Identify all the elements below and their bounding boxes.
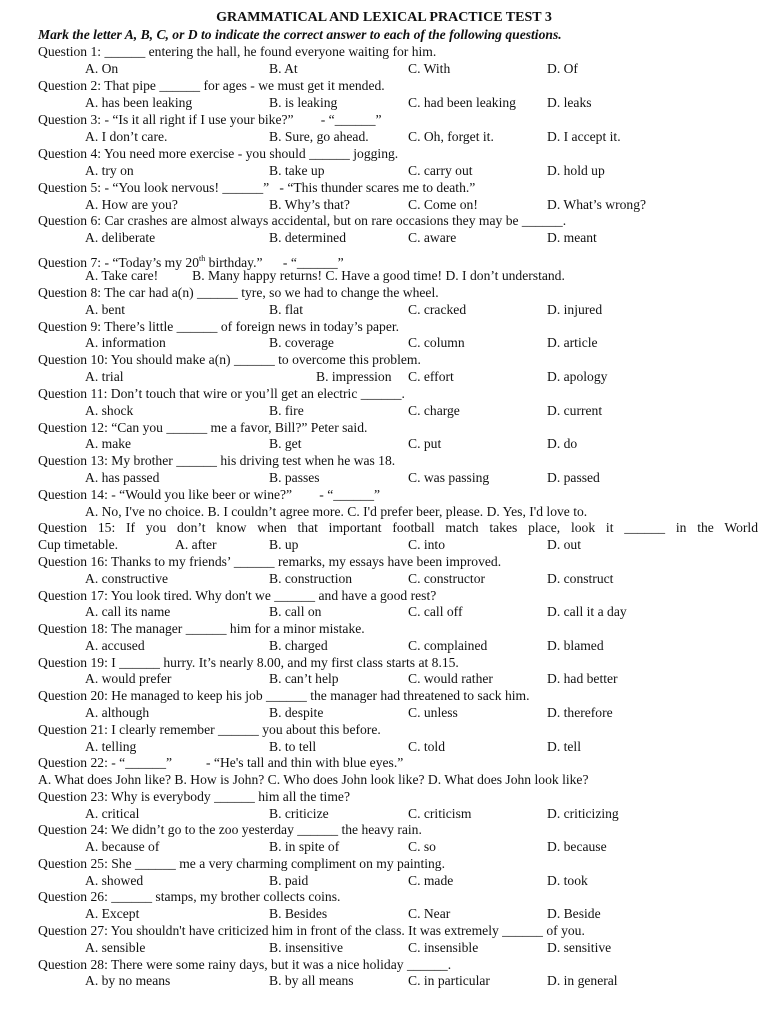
option-c: C. put [408, 436, 442, 451]
option-b: B. in spite of [269, 839, 340, 854]
option-d: D. What’s wrong? [547, 197, 647, 212]
option-a: A. accused [85, 638, 145, 653]
option-d: D. Beside [547, 906, 601, 921]
option-a: A. would prefer [85, 671, 172, 686]
option-c: C. call off [408, 604, 463, 619]
option-c: C. Oh, forget it. [408, 129, 494, 144]
option-a: A. Except [85, 906, 140, 921]
question-3: Question 3: - “Is it all right if I use your bike?” - “______” [38, 112, 382, 127]
question-21: Question 21: I clearly remember ______ you about this before. [38, 722, 381, 737]
instructions: Mark the letter A, B, C, or D to indicate the correct answer to each of the following questions. [38, 27, 562, 42]
question-7-text-end: birthday.” - “______” [205, 255, 344, 270]
options-line: A. Take care! B. Many happy returns! C. Have a good time! D. I don’t understand. [85, 268, 565, 283]
question-12: Question 12: “Can you ______ me a favor, Bill?” Peter said. [38, 420, 368, 435]
option-a: A. has passed [85, 470, 160, 485]
option-d: D. construct [547, 571, 614, 586]
option-a: A. call its name [85, 604, 171, 619]
option-d: D. therefore [547, 705, 613, 720]
option-a: A. by no means [85, 973, 171, 988]
question-2: Question 2: That pipe ______ for ages - we must get it mended. [38, 78, 385, 93]
option-b: B. up [269, 537, 299, 552]
option-d: D. call it a day [547, 604, 627, 619]
option-d: D. took [547, 873, 588, 888]
option-d: D. I accept it. [547, 129, 621, 144]
page-title: GRAMMATICAL AND LEXICAL PRACTICE TEST 3 [216, 10, 552, 25]
option-c: C. Near [408, 906, 451, 921]
option-c: C. effort [408, 369, 454, 384]
option-d: D. sensitive [547, 940, 612, 955]
question-11: Question 11: Don’t touch that wire or you’ll get an electric ______. [38, 386, 405, 401]
option-a: A. telling [85, 739, 137, 754]
question-20: Question 20: He managed to keep his job ______ the manager had threatened to sack him. [38, 688, 530, 703]
option-b: B. fire [269, 403, 304, 418]
option-a: A. I don’t care. [85, 129, 168, 144]
question-24: Question 24: We didn’t go to the zoo yesterday ______ the heavy rain. [38, 822, 422, 837]
option-b: B. impression [316, 369, 392, 384]
option-a: A. try on [85, 163, 134, 178]
option-c: C. complained [408, 638, 488, 653]
option-b: B. criticize [269, 806, 329, 821]
option-b: B. insensitive [269, 940, 344, 955]
option-d: D. current [547, 403, 603, 418]
question-7-text: Question 7: - “Today’s my 20 [38, 255, 200, 270]
option-d: D. leaks [547, 95, 592, 110]
option-d: D. do [547, 436, 578, 451]
question-15: Question 15: If you don’t know when that important football match takes place, look it ______ in the World [38, 520, 758, 535]
option-a: A. deliberate [85, 230, 156, 245]
option-b: B. construction [269, 571, 353, 586]
option-c: C. into [408, 537, 446, 552]
question-19: Question 19: I ______ hurry. It’s nearly 8.00, and my first class starts at 8.15. [38, 655, 459, 670]
option-c: C. With [408, 61, 451, 76]
option-d: D. passed [547, 470, 600, 485]
option-b: B. Why’s that? [269, 197, 350, 212]
option-b: B. despite [269, 705, 324, 720]
option-b: B. take up [269, 163, 325, 178]
options-line: A. What does John like? B. How is John? C. Who does John look like? D. What does John look like? [38, 772, 589, 787]
option-b: B. coverage [269, 335, 334, 350]
option-d: D. article [547, 335, 598, 350]
option-b: B. get [269, 436, 302, 451]
option-d: D. out [547, 537, 581, 552]
question-28: Question 28: There were some rainy days, but it was a nice holiday ______. [38, 957, 452, 972]
option-a: A. showed [85, 873, 144, 888]
ordinal-suffix: th [199, 254, 206, 263]
question-5: Question 5: - “You look nervous! ______” - “This thunder scares me to death.” [38, 180, 476, 195]
option-b: B. can’t help [269, 671, 339, 686]
option-b: B. Besides [269, 906, 328, 921]
option-d: D. meant [547, 230, 597, 245]
option-c: C. aware [408, 230, 457, 245]
option-b: B. charged [269, 638, 328, 653]
option-d: D. because [547, 839, 607, 854]
option-c: C. cracked [408, 302, 467, 317]
question-13: Question 13: My brother ______ his driving test when he was 18. [38, 453, 396, 468]
option-c: C. so [408, 839, 436, 854]
option-b: B. is leaking [269, 95, 338, 110]
option-c: C. told [408, 739, 446, 754]
option-a: A. constructive [85, 571, 169, 586]
option-a: A. has been leaking [85, 95, 193, 110]
option-d: D. tell [547, 739, 581, 754]
option-a: A. shock [85, 403, 134, 418]
option-d: D. apology [547, 369, 608, 384]
option-d: D. injured [547, 302, 603, 317]
option-a: A. critical [85, 806, 140, 821]
option-c: C. had been leaking [408, 95, 516, 110]
option-a: A. How are you? [85, 197, 178, 212]
option-a: A. because of [85, 839, 160, 854]
option-b: B. Sure, go ahead. [269, 129, 369, 144]
option-a: A. bent [85, 302, 126, 317]
option-a: A. sensible [85, 940, 146, 955]
options-line: A. No, I've no choice. B. I couldn’t agree more. C. I'd prefer beer, please. D. Yes, I'd love to. [85, 504, 588, 519]
option-b: B. call on [269, 604, 322, 619]
option-c: C. constructor [408, 571, 486, 586]
option-d: D. blamed [547, 638, 604, 653]
option-a: A. trial [85, 369, 124, 384]
question-17: Question 17: You look tired. Why don't we ______ and have a good rest? [38, 588, 437, 603]
option-b: B. by all means [269, 973, 354, 988]
option-c: C. column [408, 335, 465, 350]
option-b: B. to tell [269, 739, 317, 754]
question-25: Question 25: She ______ me a very charming compliment on my painting. [38, 856, 445, 871]
question-18: Question 18: The manager ______ him for a minor mistake. [38, 621, 365, 636]
option-c: C. carry out [408, 163, 473, 178]
option-b: B. paid [269, 873, 309, 888]
question-14: Question 14: - “Would you like beer or wine?” - “______” [38, 487, 381, 502]
option-c: C. insensible [408, 940, 479, 955]
option-a: A. information [85, 335, 166, 350]
option-b: B. passes [269, 470, 320, 485]
option-a: A. make [85, 436, 132, 451]
question-16: Question 16: Thanks to my friends’ ______ remarks, my essays have been improved. [38, 554, 502, 569]
option-c: C. charge [408, 403, 460, 418]
option-c: C. unless [408, 705, 458, 720]
question-22: Question 22: - “______” - “He's tall and thin with blue eyes.” [38, 755, 404, 770]
question-1: Question 1: ______ entering the hall, he found everyone waiting for him. [38, 44, 437, 59]
option-d: D. had better [547, 671, 618, 686]
option-c: C. made [408, 873, 454, 888]
option-c: C. criticism [408, 806, 472, 821]
question-23: Question 23: Why is everybody ______ him all the time? [38, 789, 350, 804]
option-b: B. determined [269, 230, 347, 245]
question-26: Question 26: ______ stamps, my brother collects coins. [38, 889, 341, 904]
option-a: A. although [85, 705, 150, 720]
option-c: C. would rather [408, 671, 493, 686]
question-9: Question 9: There’s little ______ of foreign news in today’s paper. [38, 319, 400, 334]
question-27: Question 27: You shouldn't have criticized him in front of the class. It was extremely ______ of you. [38, 923, 585, 938]
option-c: C. Come on! [408, 197, 478, 212]
question-15-continued: Cup timetable. [38, 537, 119, 552]
option-d: D. hold up [547, 163, 605, 178]
option-a: A. after [175, 537, 217, 552]
option-d: D. Of [547, 61, 578, 76]
option-d: D. criticizing [547, 806, 619, 821]
option-b: B. At [269, 61, 298, 76]
option-c: C. was passing [408, 470, 490, 485]
option-a: A. On [85, 61, 119, 76]
option-c: C. in particular [408, 973, 490, 988]
question-8: Question 8: The car had a(n) ______ tyre, so we had to change the wheel. [38, 285, 439, 300]
option-d: D. in general [547, 973, 618, 988]
question-6: Question 6: Car crashes are almost always accidental, but on rare occasions they may be ______. [38, 213, 567, 228]
question-10: Question 10: You should make a(n) ______ to overcome this problem. [38, 352, 421, 367]
question-4: Question 4: You need more exercise - you should ______ jogging. [38, 146, 399, 161]
option-b: B. flat [269, 302, 303, 317]
